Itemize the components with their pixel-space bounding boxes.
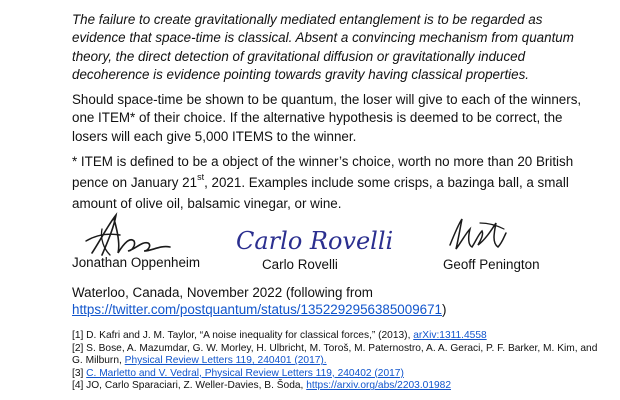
signatory-name-oppenheim: Jonathan Oppenheim (72, 255, 201, 270)
ordinal-suffix: st (197, 171, 205, 182)
item-definition-text-1: * ITEM is defined to be a object of the winner’s choice, worth no more than 20 British pence on January 21 (72, 154, 574, 190)
classical-spacetime-paragraph: The failure to create gravitationally mediated entanglement is to be regarded as evidence that space-time is classical. Absent a convincing mechanism from quantum theory, the direct detection of gravitational diffusion or gravitationally induced decoherence is evidence pointing towards gravity having classical properties. (72, 12, 574, 82)
place-date-text: Waterloo, Canada, November 2022 (following from (72, 285, 373, 300)
signature-oppenheim (78, 211, 174, 259)
place-date-paragraph (72, 284, 592, 318)
reference-link[interactable]: https://arxiv.org/abs/2203.01982 (306, 380, 451, 392)
reference-link[interactable]: C. Marletto and V. Vedral, Physical Review Letters 119, 240402 (2017) (86, 367, 404, 379)
place-date-suffix: ) (442, 302, 447, 317)
item-definition-paragraph (72, 151, 592, 214)
signature-rovelli (234, 221, 394, 259)
svg-text:Carlo Rovelli: Carlo Rovelli (236, 227, 394, 255)
twitter-status-link[interactable]: https://twitter.com/postquantum/status/1352292956385009671 (72, 302, 442, 317)
signature-penington (444, 215, 510, 255)
reference-text: [4] JO, Carlo Sparaciari, Z. Weller-Davies, B. Šoda, (72, 380, 307, 392)
reference-link[interactable]: arXiv:1311.4558 (413, 330, 487, 341)
signatory-name-rovelli: Carlo Rovelli (262, 257, 338, 272)
signatory-name-penington: Geoff Penington (443, 257, 540, 272)
reference-item (72, 330, 602, 343)
reference-text: [3] (72, 367, 87, 379)
reference-item (72, 343, 602, 368)
reference-text: [1] D. Kafri and J. M. Taylor, “A noise inequality for classical forces,” (2013), (72, 330, 414, 341)
reference-link[interactable]: Physical Review Letters 119, 240401 (2017). (124, 355, 327, 367)
references-list (72, 330, 602, 393)
reference-item (72, 368, 602, 381)
bet-terms-paragraph: Should space-time be shown to be quantum, the loser will give to each of the winners, one ITEM* of their choice. If the alternative hypothesis is deemed to be correct, the losers will each give 5,000 ITEMS to the winner. (72, 92, 582, 144)
reference-item (72, 380, 602, 393)
reference-text: [2] S. Bose, A. Mazumdar, G. W. Morley, H. Ulbricht, M. Toroš, M. Paternostro, A. A. Geraci, P. F. Barker, M. Kim, and G. Milburn, (72, 342, 598, 367)
item-definition-text-2: , 2021. Examples include some crisps, a bazinga ball, a small amount of olive oil, balsamic vinegar, or wine. (72, 175, 569, 211)
